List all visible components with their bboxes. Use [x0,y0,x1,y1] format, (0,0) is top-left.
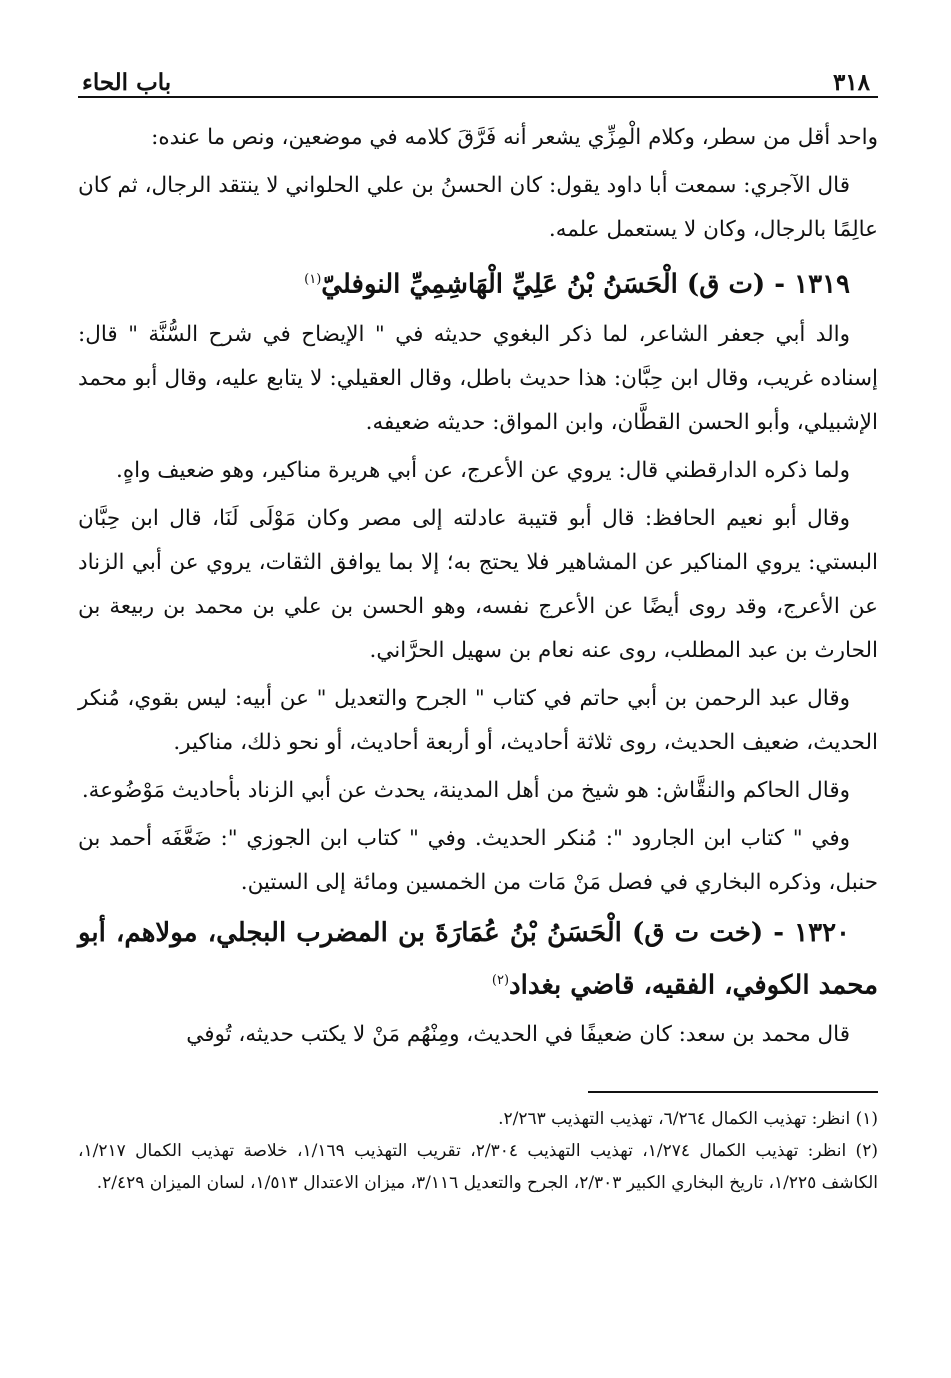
footnote-ref-2: (٢) [491,972,510,988]
paragraph-hakim: وقال الحاكم والنقَّاش: هو شيخ من أهل المدينة، يحدث عن أبي الزناد بأحاديث مَوْضُوعة. [81,777,850,803]
entry-heading-1319 [78,256,878,309]
entry-heading-text: ١٣١٩ - (ت ق) الْحَسَنُ بْنُ عَلِيِّ الْهَاشِمِيِّ النوفليّ [321,269,850,300]
paragraph-daraqutni: ولما ذكره الدارقطني قال: يروي عن الأعرج، عن أبي هريرة مناكير، وهو ضعيف واهٍ. [116,457,850,483]
paragraph-abu-nuaym: وقال أبو نعيم الحافظ: قال أبو قتيبة عادلته إلى مصر وكان مَوْلَى لَنَا، قال ابن حِبَّان البستي: يروي المناكير عن المشاهير فلا يحتج به؛ إلا بما يوافق الثقات، يروي عن أبي الزناد عن الأعرج، وقد روى أيضًا عن الأعرج نفسه، وهو الحسن بن علي بن محمد بن ربيعة بن الحارث بن عبد المطلب، روى عنه نعام بن سهيل الحرَّاني. [78,505,878,663]
page-header [78,52,878,98]
section-title: باب الحاء [82,69,172,96]
footnotes [78,1103,878,1199]
paragraph-ibn-abi-hatim: وقال عبد الرحمن بن أبي حاتم في كتاب " الجرح والتعديل " عن أبيه: ليس بقوي، مُنكر الحديث، ضعيف الحديث، روى ثلاثة أحاديث، أو أربعة أحاديث، أو نحو ذلك، مناكير. [78,685,878,755]
entry-heading-text: ١٣٢٠ - (خت ت ق) الْحَسَنُ بْنُ عُمَارَةَ بن المضرب البجلي، مولاهم، أبو محمد الكوفي، الفقيه، قاضي بغداد [78,917,878,1001]
footnote-1: (١) انظر: تهذيب الكمال ٦/٢٦٤، تهذيب التهذيب ٢/٢٦٣. [498,1109,878,1130]
paragraph-ibn-saad: قال محمد بن سعد: كان ضعيفًا في الحديث، ومِنْهُم مَنْ لا يكتب حديثه، تُوفي [186,1022,850,1048]
paragraph-ibn-jarud: وفي " كتاب ابن الجارود ": مُنكر الحديث. وفي " كتاب ابن الجوزي ": ضَعَّفَه أحمد بن حنبل، وذكره البخاري في فصل مَنْ مَات من الخمسين ومائة إلى الستين. [78,825,878,895]
footnote-ref-1: (١) [304,272,322,287]
footnote-2: (٢) انظر: تهذيب الكمال ١/٢٧٤، تهذيب التهذيب ٢/٣٠٤، تقريب التهذيب ١/١٦٩، خلاصة تهذيب الكمال ١/٢١٧، الكاشف ١/٢٢٥، تاريخ البخاري الكبير ٢/٣٠٣، الجرح والتعديل ٣/١١٦، ميزان الاعتدال ١/٥١٣، لسان الميزان ٢/٤٢٩. [78,1141,878,1194]
footnote-divider [588,1091,878,1093]
page-number: ٣١٨ [832,69,870,96]
paragraph-ajurri: قال الآجري: سمعت أبا داود يقول: كان الحسنُ بن علي الحلواني لا ينتقد الرجال، ثم كان عالِمًا بالرجال، وكان لا يستعمل علمه. [78,173,878,242]
paragraph-baghawi: والد أبي جعفر الشاعر، لما ذكر البغوي حديثه في " الإيضاح في شرح السُّنَّة " قال: إسناده غريب، وقال ابن حِبَّان: هذا حديث باطل، وقال العقيلي: لا يتابع عليه، وقال أبو محمد الإشبيلي، وأبو الحسن القطَّان، وابن المواق: حديثه ضعيفه. [78,321,878,435]
entry-heading-1320 [78,909,878,1010]
page-body [78,116,878,1057]
book-page [78,52,878,1352]
paragraph-continuation: واحد أقل من سطر، وكلام الْمِزِّي يشعر أنه فَرَّقَ كلامه في موضعين، ونص ما عنده: [151,125,878,150]
